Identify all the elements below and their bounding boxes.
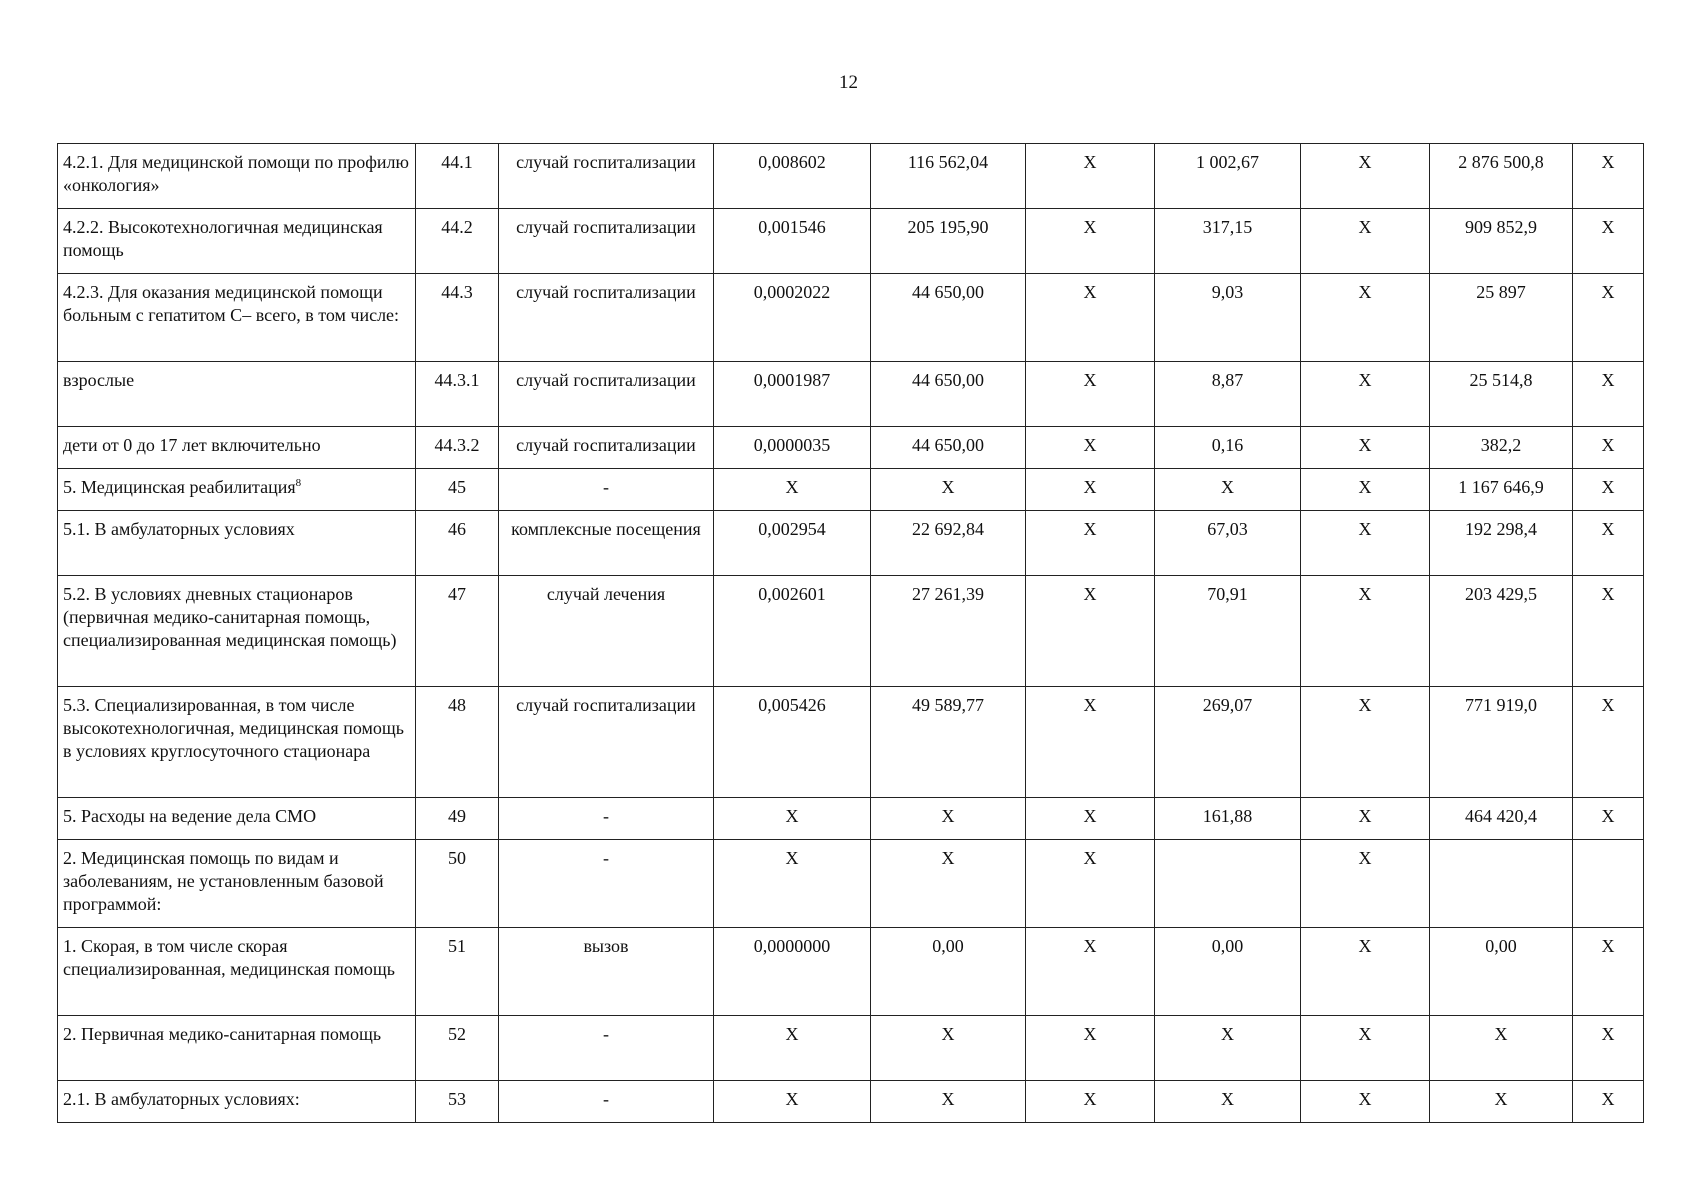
cell-text: 47 xyxy=(448,584,466,604)
cell-text: X xyxy=(941,806,955,826)
cell-text: 5. Медицинская реабилитация xyxy=(63,477,296,497)
cell-text: X xyxy=(785,806,799,826)
cell-text: 50 xyxy=(448,848,466,868)
cell-text: 2.1. В амбулаторных условиях: xyxy=(63,1089,300,1109)
row-volume-cell xyxy=(714,928,871,1016)
row-total-cell xyxy=(1430,1081,1573,1123)
row-col8-cell xyxy=(1301,274,1430,362)
cell-text: X xyxy=(1358,1089,1372,1109)
row-cost-cell xyxy=(871,274,1026,362)
cell-text: X xyxy=(1494,1024,1508,1044)
row-code-cell xyxy=(416,469,499,511)
cell-text: 464 420,4 xyxy=(1465,806,1537,826)
cell-text: X xyxy=(785,848,799,868)
cell-text: X xyxy=(1083,370,1097,390)
row-name-cell xyxy=(58,1016,416,1081)
cell-text: 0,00 xyxy=(1485,936,1517,956)
row-col10-cell xyxy=(1573,798,1644,840)
cell-text: 25 514,8 xyxy=(1469,370,1533,390)
row-cost-cell xyxy=(871,576,1026,687)
table-row xyxy=(58,687,1644,798)
cell-text: X xyxy=(1358,848,1372,868)
cell-text: 9,03 xyxy=(1211,282,1244,302)
row-name-cell xyxy=(58,576,416,687)
row-name-cell xyxy=(58,274,416,362)
cell-text: 44 650,00 xyxy=(912,435,984,455)
cell-text: X xyxy=(1358,282,1372,302)
cell-text: 0,008602 xyxy=(758,152,826,172)
cell-text: 1 167 646,9 xyxy=(1458,477,1544,497)
row-volume-cell xyxy=(714,362,871,427)
cell-text: X xyxy=(1601,1024,1615,1044)
cell-text: X xyxy=(941,848,955,868)
table-row xyxy=(58,362,1644,427)
cell-text: 0,16 xyxy=(1211,435,1244,455)
cell-text: 45 xyxy=(448,477,466,497)
row-col6-cell xyxy=(1026,840,1155,928)
row-code-cell xyxy=(416,798,499,840)
cell-text: 4.2.2. Высокотехнологичная медицинская помощь xyxy=(63,217,383,260)
row-volume-cell xyxy=(714,511,871,576)
row-code-cell xyxy=(416,928,499,1016)
row-col10-cell xyxy=(1573,511,1644,576)
row-code-cell xyxy=(416,1016,499,1081)
cell-text: 27 261,39 xyxy=(912,584,984,604)
row-unit-cell xyxy=(499,840,714,928)
row-unit-cell xyxy=(499,687,714,798)
row-cost-cell xyxy=(871,687,1026,798)
cell-text: 0,002601 xyxy=(758,584,826,604)
row-name-cell xyxy=(58,928,416,1016)
row-name-cell xyxy=(58,469,416,511)
cell-text: X xyxy=(1083,1024,1097,1044)
cell-text: 0,0002022 xyxy=(753,282,831,302)
row-volume-cell xyxy=(714,1081,871,1123)
table-row xyxy=(58,928,1644,1016)
row-name-cell xyxy=(58,840,416,928)
cell-text: - xyxy=(603,1089,609,1109)
cell-text: 5.2. В условиях дневных стационаров (первичная медико-санитарная помощь, специализированная медицинская помощь) xyxy=(63,584,397,650)
row-total-cell xyxy=(1430,209,1573,274)
cell-text: 49 xyxy=(448,806,466,826)
cell-text: X xyxy=(1601,152,1615,172)
cell-text: 205 195,90 xyxy=(907,217,989,237)
cell-text: X xyxy=(1494,1089,1508,1109)
row-total-cell xyxy=(1430,469,1573,511)
row-per-capita-cell xyxy=(1155,209,1301,274)
row-total-cell xyxy=(1430,576,1573,687)
row-col8-cell xyxy=(1301,928,1430,1016)
cell-text: X xyxy=(1601,217,1615,237)
table-row xyxy=(58,274,1644,362)
row-col10-cell xyxy=(1573,687,1644,798)
row-code-cell xyxy=(416,1081,499,1123)
row-volume-cell xyxy=(714,840,871,928)
row-unit-cell xyxy=(499,469,714,511)
row-per-capita-cell xyxy=(1155,469,1301,511)
row-per-capita-cell xyxy=(1155,511,1301,576)
cell-text: 44.3 xyxy=(441,282,473,302)
row-col6-cell xyxy=(1026,928,1155,1016)
cell-text: 5.1. В амбулаторных условиях xyxy=(63,519,295,539)
cell-text: 0,002954 xyxy=(758,519,826,539)
row-per-capita-cell xyxy=(1155,144,1301,209)
cell-text: X xyxy=(941,477,955,497)
row-volume-cell xyxy=(714,469,871,511)
cell-text: 44.1 xyxy=(441,152,473,172)
cell-text: 0,0000000 xyxy=(753,936,831,956)
row-volume-cell xyxy=(714,687,871,798)
row-unit-cell xyxy=(499,274,714,362)
data-table xyxy=(57,143,1644,1123)
row-col8-cell xyxy=(1301,209,1430,274)
row-total-cell xyxy=(1430,840,1573,928)
cell-text: X xyxy=(1083,695,1097,715)
row-col6-cell xyxy=(1026,798,1155,840)
cell-text: 203 429,5 xyxy=(1465,584,1537,604)
cell-text: 0,0000035 xyxy=(753,435,831,455)
cell-text: X xyxy=(1358,695,1372,715)
row-code-cell xyxy=(416,576,499,687)
cell-text: - xyxy=(603,477,609,497)
row-col6-cell xyxy=(1026,576,1155,687)
row-total-cell xyxy=(1430,928,1573,1016)
row-name-cell xyxy=(58,687,416,798)
cell-text: X xyxy=(1601,477,1615,497)
table-row xyxy=(58,469,1644,511)
row-col10-cell xyxy=(1573,274,1644,362)
row-cost-cell xyxy=(871,362,1026,427)
cell-text: X xyxy=(1358,584,1372,604)
row-volume-cell xyxy=(714,427,871,469)
table-row xyxy=(58,840,1644,928)
cell-text: 116 562,04 xyxy=(907,152,989,172)
row-volume-cell xyxy=(714,1016,871,1081)
table-row xyxy=(58,576,1644,687)
cell-text: 382,2 xyxy=(1480,435,1522,455)
table-row xyxy=(58,144,1644,209)
cell-text: X xyxy=(1083,477,1097,497)
cell-text: 5. Расходы на ведение дела СМО xyxy=(63,806,317,826)
row-col10-cell xyxy=(1573,209,1644,274)
cell-text: X xyxy=(785,1089,799,1109)
cell-text: X xyxy=(1358,519,1372,539)
row-per-capita-cell xyxy=(1155,928,1301,1016)
cell-text: 44.3.2 xyxy=(434,435,480,455)
cell-text: X xyxy=(1358,152,1372,172)
row-col6-cell xyxy=(1026,362,1155,427)
row-name-cell xyxy=(58,209,416,274)
table-row xyxy=(58,1081,1644,1123)
row-col10-cell xyxy=(1573,1081,1644,1123)
cell-text: X xyxy=(1083,435,1097,455)
row-col8-cell xyxy=(1301,427,1430,469)
row-col8-cell xyxy=(1301,362,1430,427)
cell-text: 0,005426 xyxy=(758,695,826,715)
row-total-cell xyxy=(1430,687,1573,798)
row-col8-cell xyxy=(1301,511,1430,576)
cell-text: X xyxy=(1083,152,1097,172)
cell-text: 0,00 xyxy=(932,936,964,956)
cell-text: 161,88 xyxy=(1202,806,1253,826)
row-total-cell xyxy=(1430,798,1573,840)
row-cost-cell xyxy=(871,209,1026,274)
row-col6-cell xyxy=(1026,469,1155,511)
cell-text: 192 298,4 xyxy=(1465,519,1537,539)
cell-text: X xyxy=(1221,477,1234,497)
cell-text: X xyxy=(1601,1089,1615,1109)
row-col6-cell xyxy=(1026,1016,1155,1081)
cell-text: 67,03 xyxy=(1207,519,1248,539)
cell-text: 317,15 xyxy=(1202,217,1253,237)
cell-text: X xyxy=(1083,282,1097,302)
cell-text: 70,91 xyxy=(1207,584,1248,604)
row-col10-cell xyxy=(1573,144,1644,209)
row-code-cell xyxy=(416,427,499,469)
row-total-cell xyxy=(1430,1016,1573,1081)
row-cost-cell xyxy=(871,928,1026,1016)
row-col6-cell xyxy=(1026,209,1155,274)
row-col6-cell xyxy=(1026,1081,1155,1123)
cell-text: X xyxy=(1601,584,1615,604)
row-code-cell xyxy=(416,362,499,427)
row-col10-cell xyxy=(1573,576,1644,687)
row-col8-cell xyxy=(1301,798,1430,840)
row-col10-cell xyxy=(1573,469,1644,511)
cell-text: 46 xyxy=(448,519,466,539)
footnote-mark: 8 xyxy=(295,477,302,489)
cell-text: взрослые xyxy=(63,370,135,390)
cell-text: X xyxy=(1083,848,1097,868)
table-row xyxy=(58,1016,1644,1081)
cell-text: - xyxy=(603,1024,609,1044)
cell-text: X xyxy=(941,1089,955,1109)
row-total-cell xyxy=(1430,144,1573,209)
row-total-cell xyxy=(1430,274,1573,362)
row-code-cell xyxy=(416,144,499,209)
table-row xyxy=(58,427,1644,469)
cell-text: X xyxy=(1221,1024,1234,1044)
cell-text: X xyxy=(1358,370,1372,390)
cell-text: случай госпитализации xyxy=(516,152,696,172)
cell-text: - xyxy=(603,806,609,826)
cell-text: X xyxy=(1221,1089,1234,1109)
row-unit-cell xyxy=(499,1081,714,1123)
cell-text: X xyxy=(941,1024,955,1044)
cell-text: случай госпитализации xyxy=(516,282,696,302)
cell-text: X xyxy=(785,477,799,497)
row-col6-cell xyxy=(1026,144,1155,209)
row-col8-cell xyxy=(1301,576,1430,687)
cell-text: X xyxy=(1601,519,1615,539)
cell-text: дети от 0 до 17 лет включительно xyxy=(63,435,321,455)
row-col8-cell xyxy=(1301,1081,1430,1123)
cell-text: X xyxy=(1083,584,1097,604)
row-code-cell xyxy=(416,209,499,274)
cell-text: 2. Первичная медико-санитарная помощь xyxy=(63,1024,382,1044)
row-per-capita-cell xyxy=(1155,840,1301,928)
cell-text: 51 xyxy=(448,936,466,956)
row-unit-cell xyxy=(499,209,714,274)
row-col8-cell xyxy=(1301,144,1430,209)
cell-text: X xyxy=(1083,936,1097,956)
cell-text: 44 650,00 xyxy=(912,370,984,390)
cell-text: X xyxy=(1083,806,1097,826)
cell-text: X xyxy=(1601,695,1615,715)
cell-text: X xyxy=(1083,1089,1097,1109)
row-cost-cell xyxy=(871,427,1026,469)
row-volume-cell xyxy=(714,274,871,362)
cell-text: 52 xyxy=(448,1024,466,1044)
cell-text: 1 002,67 xyxy=(1196,152,1259,172)
row-code-cell xyxy=(416,687,499,798)
row-col10-cell xyxy=(1573,928,1644,1016)
row-col6-cell xyxy=(1026,511,1155,576)
cell-text: X xyxy=(1601,370,1615,390)
cell-text: случай госпитализации xyxy=(516,370,696,390)
cell-text: вызов xyxy=(583,936,629,956)
row-total-cell xyxy=(1430,511,1573,576)
cell-text: X xyxy=(1601,806,1615,826)
row-volume-cell xyxy=(714,576,871,687)
cell-text: 269,07 xyxy=(1202,695,1253,715)
cell-text: 909 852,9 xyxy=(1465,217,1537,237)
cell-text: 44 650,00 xyxy=(912,282,984,302)
row-unit-cell xyxy=(499,144,714,209)
cell-text: 1. Скорая, в том числе скорая специализированная, медицинская помощь xyxy=(63,936,395,979)
table-row xyxy=(58,209,1644,274)
row-col8-cell xyxy=(1301,469,1430,511)
cell-text: 8,87 xyxy=(1211,370,1244,390)
cell-text: X xyxy=(1358,217,1372,237)
row-col10-cell xyxy=(1573,1016,1644,1081)
cell-text: X xyxy=(1083,217,1097,237)
cell-text: X xyxy=(1358,806,1372,826)
row-name-cell xyxy=(58,427,416,469)
cell-text: 53 xyxy=(448,1089,466,1109)
row-unit-cell xyxy=(499,511,714,576)
cell-text: случай лечения xyxy=(546,584,666,604)
row-col6-cell xyxy=(1026,427,1155,469)
row-code-cell xyxy=(416,274,499,362)
cell-text: 771 919,0 xyxy=(1465,695,1537,715)
row-unit-cell xyxy=(499,576,714,687)
cell-text: 4.2.3. Для оказания медицинской помощи больным с гепатитом С– всего, в том числе: xyxy=(63,282,400,325)
row-col10-cell xyxy=(1573,427,1644,469)
cell-text: комплексные посещения xyxy=(511,519,701,539)
row-cost-cell xyxy=(871,511,1026,576)
cell-text: X xyxy=(1601,435,1615,455)
row-unit-cell xyxy=(499,362,714,427)
row-per-capita-cell xyxy=(1155,576,1301,687)
row-volume-cell xyxy=(714,209,871,274)
row-cost-cell xyxy=(871,1081,1026,1123)
cell-text: 0,001546 xyxy=(758,217,826,237)
row-cost-cell xyxy=(871,144,1026,209)
row-per-capita-cell xyxy=(1155,1081,1301,1123)
cell-text: 44.2 xyxy=(441,217,473,237)
row-volume-cell xyxy=(714,798,871,840)
page-number: 12 xyxy=(839,72,858,93)
cell-text: 2. Медицинская помощь по видам и заболеваниям, не установленным базовой программой: xyxy=(63,848,384,914)
row-total-cell xyxy=(1430,427,1573,469)
cell-text: 5.3. Специализированная, в том числе высокотехнологичная, медицинская помощь в условиях круглосуточного стационара xyxy=(63,695,404,761)
cell-text: X xyxy=(1601,282,1615,302)
cell-text: X xyxy=(1358,477,1372,497)
cell-text: 22 692,84 xyxy=(912,519,984,539)
row-name-cell xyxy=(58,798,416,840)
row-unit-cell xyxy=(499,928,714,1016)
cell-text: случай госпитализации xyxy=(516,435,696,455)
row-col6-cell xyxy=(1026,687,1155,798)
row-cost-cell xyxy=(871,798,1026,840)
row-name-cell xyxy=(58,1081,416,1123)
table-body xyxy=(58,144,1644,1123)
row-per-capita-cell xyxy=(1155,362,1301,427)
cell-text: 44.3.1 xyxy=(434,370,480,390)
cell-text: 2 876 500,8 xyxy=(1458,152,1544,172)
table-row xyxy=(58,511,1644,576)
row-col10-cell xyxy=(1573,362,1644,427)
row-per-capita-cell xyxy=(1155,274,1301,362)
row-cost-cell xyxy=(871,469,1026,511)
row-cost-cell xyxy=(871,1016,1026,1081)
row-unit-cell xyxy=(499,1016,714,1081)
cell-text: X xyxy=(1358,936,1372,956)
row-volume-cell xyxy=(714,144,871,209)
row-total-cell xyxy=(1430,362,1573,427)
row-per-capita-cell xyxy=(1155,427,1301,469)
row-col6-cell xyxy=(1026,274,1155,362)
row-name-cell xyxy=(58,511,416,576)
cell-text: X xyxy=(785,1024,799,1044)
row-col10-cell xyxy=(1573,840,1644,928)
cell-text: X xyxy=(1083,519,1097,539)
row-name-cell xyxy=(58,144,416,209)
row-code-cell xyxy=(416,840,499,928)
cell-text: X xyxy=(1358,435,1372,455)
cell-text: 25 897 xyxy=(1476,282,1526,302)
cell-text: случай госпитализации xyxy=(516,695,696,715)
row-code-cell xyxy=(416,511,499,576)
cell-text: 0,00 xyxy=(1211,936,1244,956)
cell-text: X xyxy=(1601,936,1615,956)
cell-text: 48 xyxy=(448,695,466,715)
row-unit-cell xyxy=(499,427,714,469)
table-row xyxy=(58,798,1644,840)
row-col8-cell xyxy=(1301,1016,1430,1081)
cell-text: X xyxy=(1358,1024,1372,1044)
cell-text: 49 589,77 xyxy=(912,695,984,715)
row-col8-cell xyxy=(1301,687,1430,798)
cell-text: случай госпитализации xyxy=(516,217,696,237)
cell-text: - xyxy=(603,848,609,868)
cell-text: 4.2.1. Для медицинской помощи по профилю «онкология» xyxy=(63,152,409,195)
row-name-cell xyxy=(58,362,416,427)
row-per-capita-cell xyxy=(1155,798,1301,840)
cell-text: 0,0001987 xyxy=(753,370,831,390)
row-cost-cell xyxy=(871,840,1026,928)
row-per-capita-cell xyxy=(1155,687,1301,798)
row-col8-cell xyxy=(1301,840,1430,928)
row-unit-cell xyxy=(499,798,714,840)
row-per-capita-cell xyxy=(1155,1016,1301,1081)
